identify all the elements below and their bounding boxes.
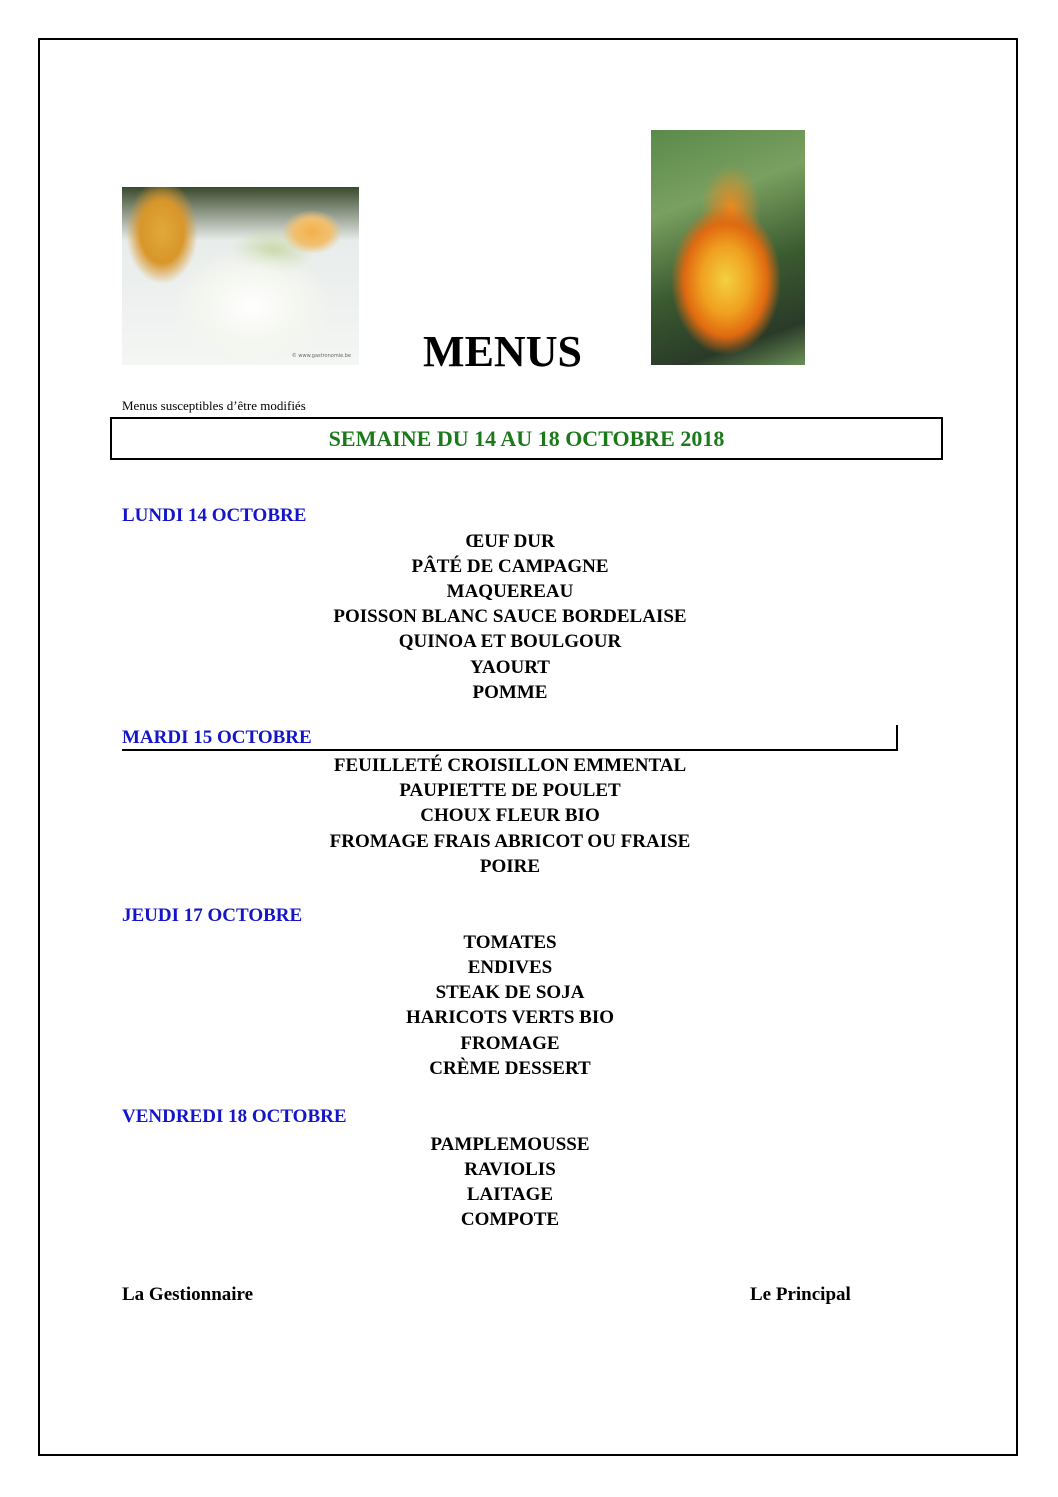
image-watermark: © www.gastronomie.be bbox=[291, 353, 351, 359]
dish-item: COMPOTE bbox=[460, 1209, 560, 1230]
week-banner: SEMAINE DU 14 AU 18 OCTOBRE 2018 bbox=[110, 417, 943, 460]
signature-gestionnaire: La Gestionnaire bbox=[122, 1284, 254, 1305]
day-heading-vendredi: VENDREDI 18 OCTOBRE bbox=[122, 1106, 347, 1127]
day-heading-mardi: MARDI 15 OCTOBRE bbox=[122, 727, 312, 748]
dish-item: POISSON BLANC SAUCE BORDELAISE bbox=[333, 606, 687, 627]
day-heading-lundi: LUNDI 14 OCTOBRE bbox=[122, 505, 307, 526]
section-divider bbox=[122, 749, 898, 751]
dish-item: PAUPIETTE DE POULET bbox=[399, 780, 621, 801]
dish-item: POIRE bbox=[479, 856, 541, 877]
signature-principal: Le Principal bbox=[750, 1284, 851, 1305]
disclaimer-note: Menus susceptibles d’être modifiés bbox=[122, 398, 306, 413]
dish-item: CHOUX FLEUR BIO bbox=[420, 805, 600, 826]
dish-item: ENDIVES bbox=[467, 957, 553, 978]
dish-item: PAMPLEMOUSSE bbox=[430, 1134, 590, 1155]
pear-image bbox=[651, 130, 805, 365]
dish-item: PÂTÉ DE CAMPAGNE bbox=[411, 556, 609, 577]
dish-item: POMME bbox=[472, 682, 548, 703]
dish-item: TOMATES bbox=[463, 932, 557, 953]
dish-item: STEAK DE SOJA bbox=[435, 982, 585, 1003]
egg-image bbox=[122, 187, 359, 365]
dish-item: LAITAGE bbox=[466, 1184, 554, 1205]
dish-item: MAQUEREAU bbox=[446, 581, 574, 602]
dish-item: FROMAGE bbox=[460, 1033, 560, 1054]
dish-item: CRÈME DESSERT bbox=[429, 1058, 591, 1079]
dish-item: ŒUF DUR bbox=[465, 531, 555, 552]
page-title: MENUS bbox=[423, 327, 582, 376]
dish-item: HARICOTS VERTS BIO bbox=[405, 1007, 615, 1028]
day-heading-jeudi: JEUDI 17 OCTOBRE bbox=[122, 905, 303, 926]
dish-item: FEUILLETÉ CROISILLON EMMENTAL bbox=[333, 755, 687, 776]
dish-item: FROMAGE FRAIS ABRICOT OU FRAISE bbox=[329, 831, 691, 852]
dish-item: QUINOA ET BOULGOUR bbox=[398, 631, 622, 652]
dish-item: RAVIOLIS bbox=[464, 1159, 556, 1180]
dish-item: YAOURT bbox=[470, 657, 550, 678]
section-divider-edge bbox=[896, 725, 898, 751]
